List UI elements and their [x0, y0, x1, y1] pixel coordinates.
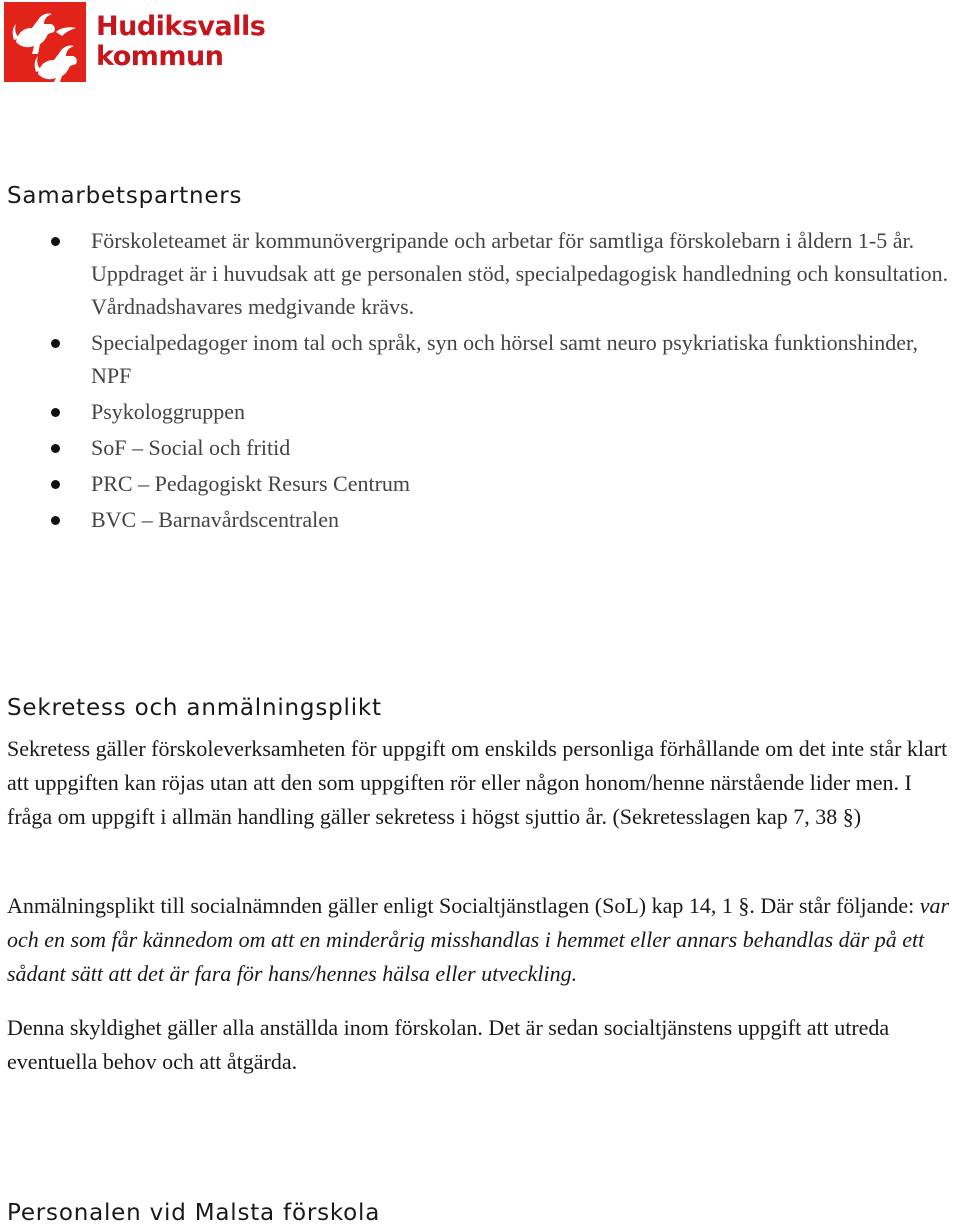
list-item-text: SoF – Social och fritid [91, 435, 291, 460]
reporting-paragraph [7, 889, 957, 991]
reporting-intro: Anmälningsplikt till socialnämnden gäller enligt Socialtjänstlagen (SoL) kap 14, 1 §. Där står följande: [7, 893, 920, 918]
list-item-text: PRC – Pedagogiskt Resurs Centrum [91, 471, 411, 496]
list-item [0, 395, 960, 428]
reporting-quote: var och en som får kännedom om att en minderårig misshandlas i hemmet eller annars behandlas där på ett sådant sätt att det är fara för hans/hennes hälsa eller utveckling. [7, 893, 950, 986]
bullet-icon [51, 339, 60, 348]
bullet-icon [51, 237, 60, 246]
duty-paragraph: Denna skyldighet gäller alla anställda inom förskolan. Det är sedan socialtjänstens uppgift att utreda eventuella behov och att åtgärda. [7, 1015, 890, 1074]
bullet-icon [51, 408, 60, 417]
secrecy-paragraph: Sekretess gäller förskoleverksamheten för uppgift om enskilds personliga förhållande om det inte står klart att uppgiften kan röjas utan att den som uppgiften rör eller någon honom/henne närstående lider men. I fråga om uppgift i allmän handling gäller sekretess i högst sjuttio år. (Sekretesslagen kap 7, 38 §) [7, 736, 948, 829]
partners-list [0, 224, 960, 539]
list-item-text: Psykologgruppen [91, 399, 245, 424]
list-item-text: BVC – Barnavårdscentralen [91, 507, 340, 532]
logo-wordmark [96, 12, 265, 72]
logo [4, 2, 265, 82]
bullet-icon [51, 480, 60, 489]
list-item [0, 224, 960, 323]
logo-line-2: kommun [96, 41, 224, 72]
list-item [0, 503, 960, 536]
heading-secrecy: Sekretess och anmälningsplikt [7, 695, 382, 721]
list-item [0, 431, 960, 464]
bullet-icon [51, 516, 60, 525]
list-item-text: Specialpedagoger inom tal och språk, syn och hörsel samt neuro psykriatiska funktionshinder, NPF [91, 330, 918, 388]
heading-staff: Personalen vid Malsta förskola [7, 1200, 381, 1226]
list-item [0, 326, 960, 392]
goats-emblem-icon [4, 2, 86, 82]
bullet-icon [51, 444, 60, 453]
list-item [0, 467, 960, 500]
list-item-text: Förskoleteamet är kommunövergripande och arbetar för samtliga förskolebarn i åldern 1-5 år. Uppdraget är i huvudsak att ge personalen stöd, specialpedagogisk handledning och konsultation. Vårdnadshavares medgivande krävs. [91, 228, 949, 319]
heading-partners: Samarbetspartners [7, 183, 243, 209]
logo-line-1: Hudiksvalls [96, 11, 266, 42]
